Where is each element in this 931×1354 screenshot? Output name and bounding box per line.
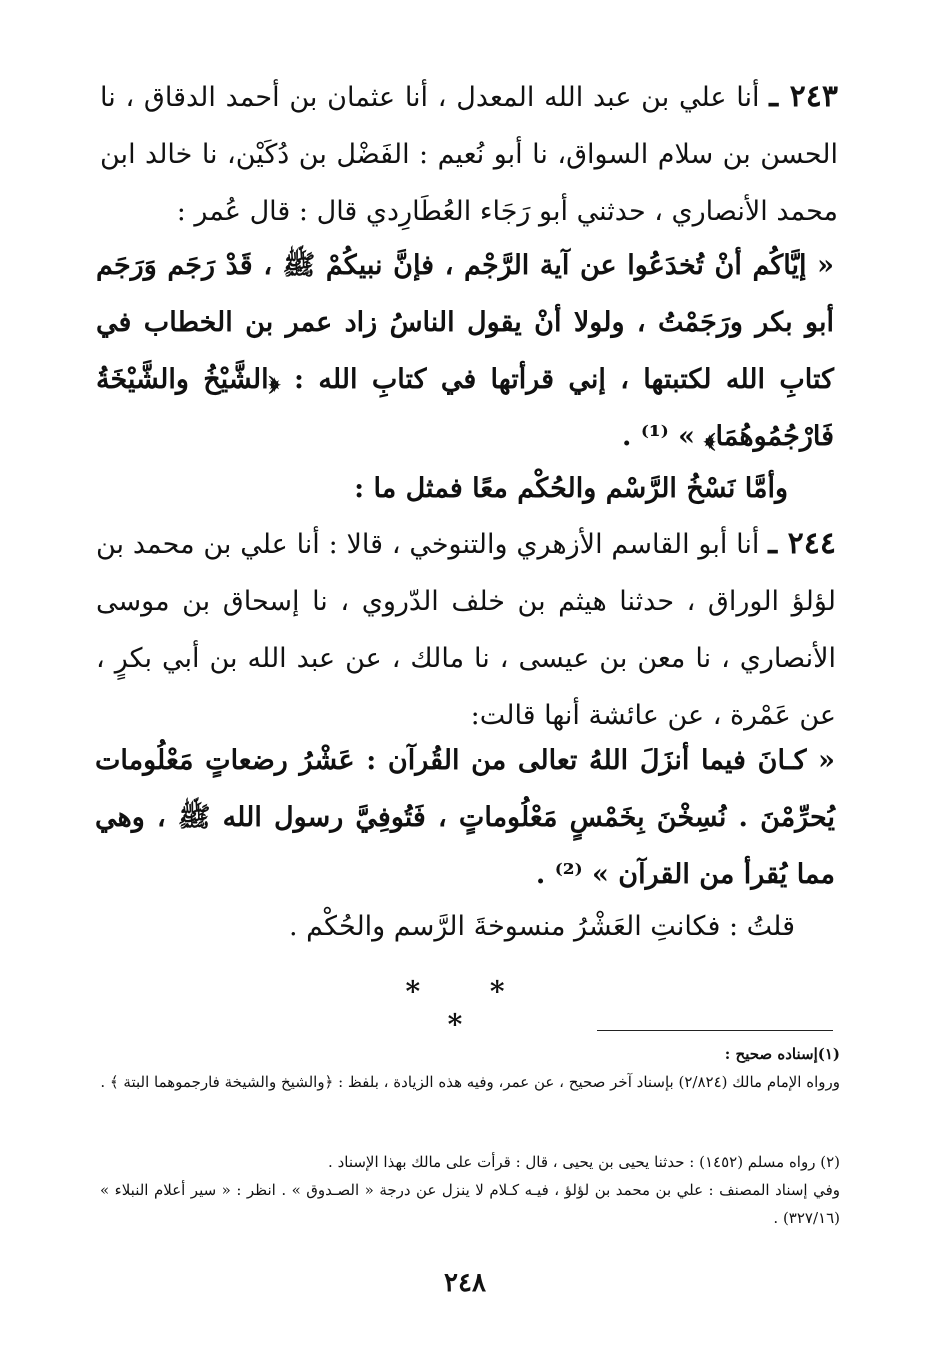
hadith-paragraph-244 xyxy=(96,515,836,744)
author-conclusion: قلتُ : فكانتِ العَشْرُ منسوخةَ الرَّسم والحُكْم . xyxy=(288,911,795,942)
hadith-text: أنا أبو القاسم الأزهري والتنوخي ، قالا : أنا علي بن محمد بن لؤلؤ الوراق ، حدثنا هيثم بن خلف الدّروي ، نا إسحاق بن موسى الأنصاري ، نا معن بن عيسى ، نا مالك ، عن عبد الله بن أبي بكرٍ ، عن عَمْرة ، عن عائشة أنها قالت: xyxy=(96,529,836,731)
footnote-2 xyxy=(100,1148,840,1232)
hadith-text: أنا علي بن عبد الله المعدل ، أنا عثمان بن أحمد الدقاق ، نا الحسن بن سلام السواق، نا أبو نُعيم : الفَضْل بن دُكَيْن، نا خالد ابن محمد الأنصاري ، حدثني أبو رَجَاء العُطَارِدي قال : قال عُمر : xyxy=(100,82,838,227)
hadith-number: ٢٤٤ ـ xyxy=(768,526,836,561)
hadith-paragraph-243 xyxy=(100,68,838,240)
quote-block-2: « كـانَ فيما أنزَلَ اللهُ تعالى من القُرآن : عَشْرُ رضعاتٍ مَعْلُومات يُحرِّمْنَ . نُسِخْنَ بِخَمْسٍ مَعْلُوماتٍ ، فَتُوفِيَّ رسول الله ﷺ ، وهي مما يُقرأ من القرآن » ⁽²⁾ . xyxy=(95,745,835,890)
footnote-1-title: (١)إسناده صحيح : xyxy=(724,1045,840,1063)
footnote-1-text: ورواه الإمام مالك (٢/٨٢٤) بإسناد آخر صحيح ، عن عمر، وفيه هذه الزيادة ، بلفظ : ﴿والشيخ والشيخة فارجموهما البتة ﴾ . xyxy=(100,1073,840,1091)
section-separator: * * * xyxy=(405,975,535,1041)
quote-block-1: « إيَّاكُم أنْ تُخدَعُوا عن آية الرَّجْم ، فإنَّ نبيكُمْ ﷺ ، قَدْ رَجَم وَرَجَم أبو بكر ورَجَمْتُ ، ولولا أنْ يقول الناسُ زاد عمر بن الخطاب في كتابِ الله لكتبتها ، إني قرأتها في كتابِ الله : ﴿الشَّيْخُ والشَّيْخَةُ فَارْجُمُوهُمَا﴾ » ⁽¹⁾ . xyxy=(96,250,834,452)
footnote-1 xyxy=(100,1040,840,1096)
footnote-2-line-2: وفي إسناد المصنف : علي بن محمد بن لؤلؤ ، فيـه كـلام لا ينزل عن درجة « الصـدوق » . انظر : « سير أعلام النبلاء » (٣٢٧/١٦) . xyxy=(100,1181,840,1227)
section-heading: وأمَّا نَسْخُ الرَّسْم والحُكْم معًا فمثل ما : xyxy=(354,473,788,504)
footnote-2-line-1: (٢) رواه مسلم (١٤٥٢) : حدثنا يحيى بن يحيى ، قال : قرأت على مالك بهذا الإسناد . xyxy=(328,1153,840,1171)
page-number: ٢٤٨ xyxy=(444,1268,486,1298)
footnote-divider xyxy=(597,1030,833,1031)
hadith-number: ٢٤٣ ـ xyxy=(769,79,838,114)
